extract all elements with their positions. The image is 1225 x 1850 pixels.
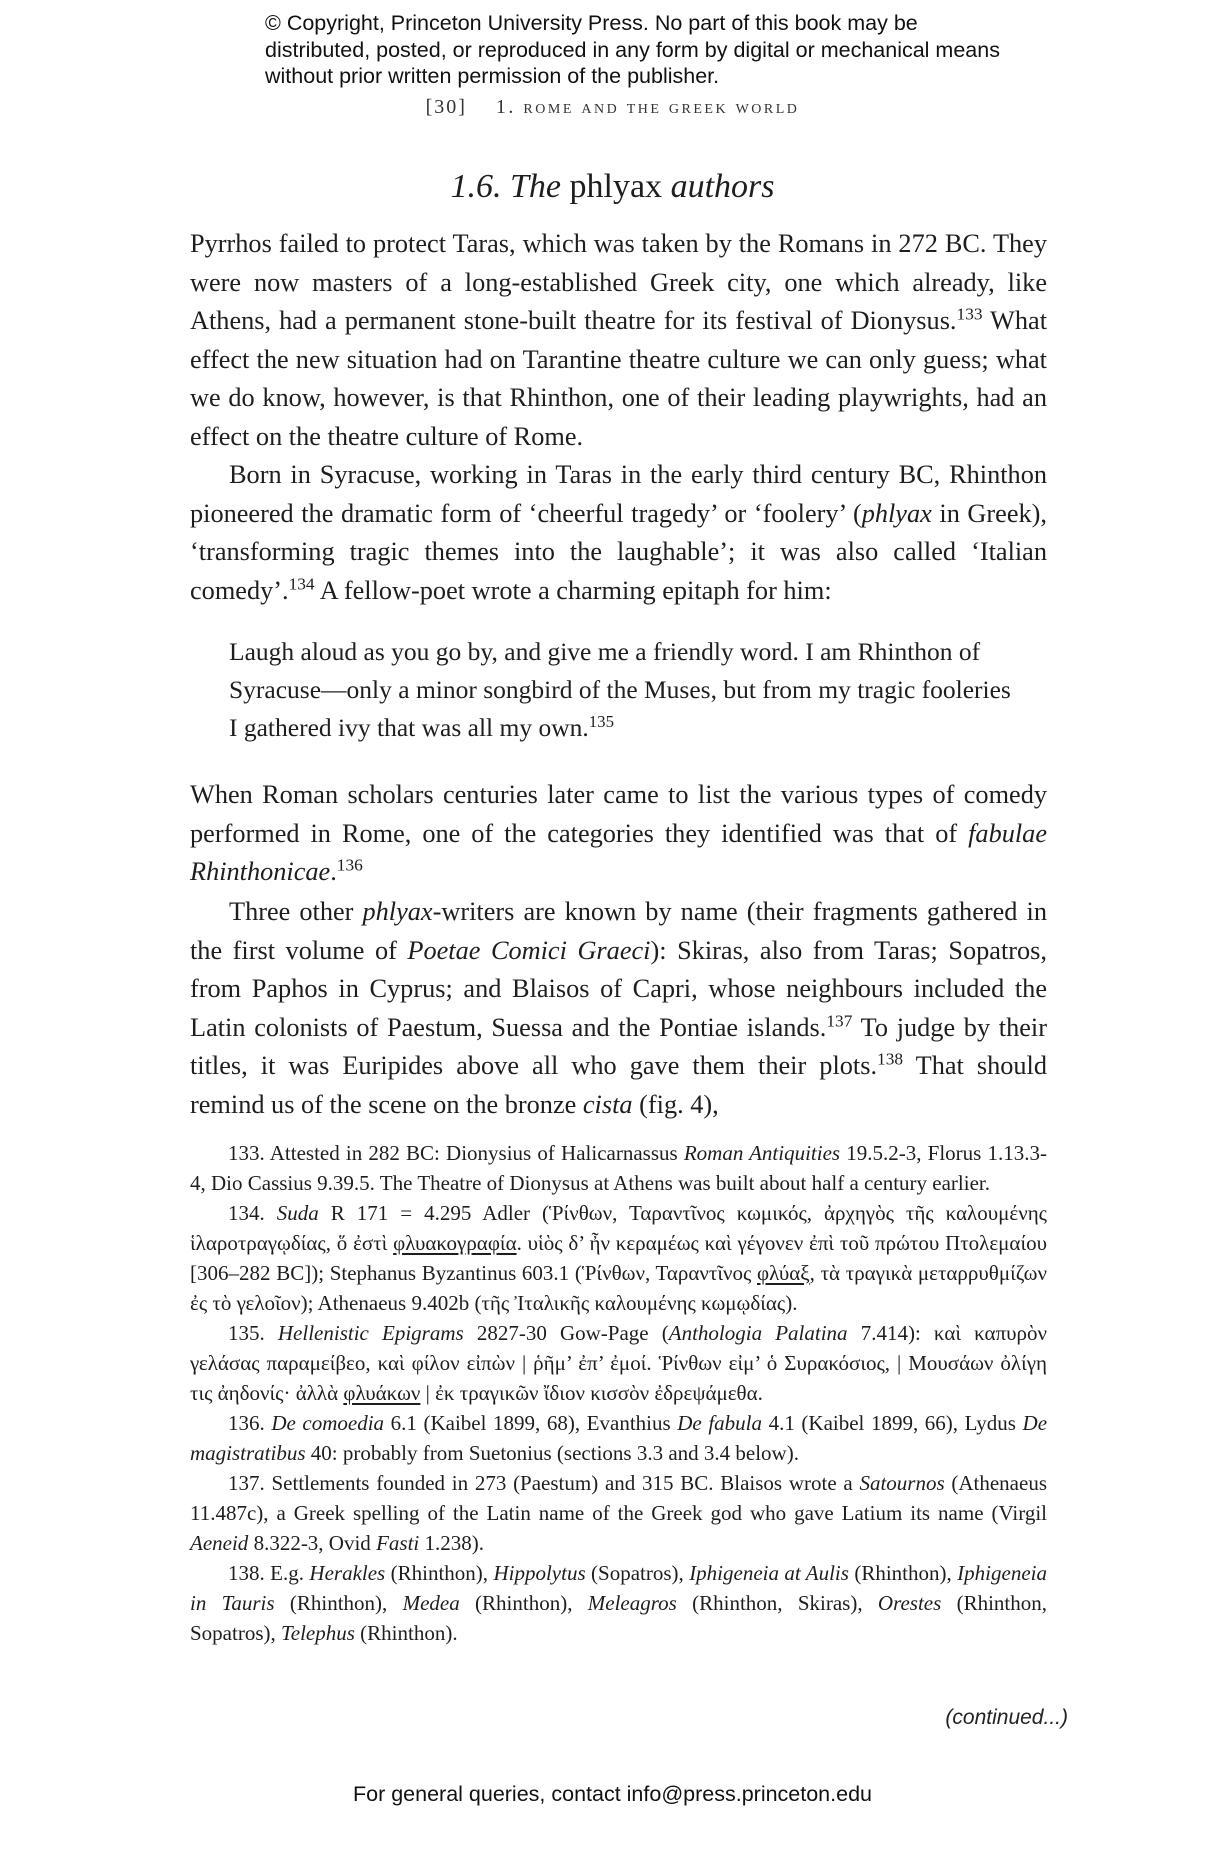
body-paragraph-2: Born in Syracuse, working in Taras in the early third century BC, Rhinthon pioneered the dramatic form of ‘cheerful tragedy’ or ‘foolery’ (phlyax in Greek), ‘transforming tragic themes into the laughable’; it was also called ‘Italian comedy’.$^{134}$ A fellow-poet wrote a charming epitaph for him: [190, 460, 1047, 605]
footnote-133: 133. Attested in 282 BC: Dionysius of Halicarnassus Roman Antiquities 19.5.2-3, Florus 1.13.3-4, Dio Cassius 9.39.5. The Theatre of Dionysus at Athens was built about half a century earlier. [190, 1141, 1048, 1195]
section-phlyax: phlyax [569, 168, 663, 205]
section-number: 1.6. [450, 168, 502, 205]
footnote-ref-137: 137 [826, 1010, 853, 1030]
footnote-ref-136: 136 [336, 855, 363, 875]
footnote-138: 138. E.g. Herakles (Rhinthon), Hippolytus (Sopatros), Iphigeneia at Aulis (Rhinthon), Iphigeneia in Tauris (Rhinthon), Medea (Rhinthon), Meleagros (Rhinthon, Skiras), Orestes (Rhinthon, Sopatros), Telephus (Rhinthon). [190, 1561, 1048, 1645]
footnote-ref-138: 138 [877, 1049, 904, 1069]
footnote-ref-135: 135 [588, 711, 614, 731]
footnote-137: 137. Settlements founded in 273 (Paestum) and 315 BC. Blaisos wrote a Satournos (Athenaeus 11.487c), a Greek spelling of the Latin name of the Greek god who gave Latium its name (Virgil Aeneid 8.322-3, Ovid Fasti 1.238). [190, 1471, 1047, 1555]
page-number: [30] [425, 96, 467, 118]
contact-footer: For general queries, contact info@press.princeton.edu [352, 1782, 872, 1806]
section-heading [0, 168, 1225, 206]
footnote-134: 134. Suda R 171 = 4.295 Adler (Ῥίνθων, Ταραντῖνος κωμικός, ἀρχηγὸς τῆς καλουμένης ἱλαροτραγῳδίας, ὅ ἐστὶ φλυακογραφία. υἱὸς δ’ ἦν κεραμέως καὶ γέγονεν ἐπὶ τοῦ πρώτου Πτολεμαίου [306–282 BC]); Stephanus Byzantinus 603.1 (Ῥίνθων, Ταραντῖνος φλύαξ, τὰ τραγικὰ μεταρρυθμίζων ἐς τὸ γελοῖον); Athenaeus 9.402b (τῆς Ἰταλικῆς καλουμένης κωμῳδίας). [190, 1201, 1047, 1315]
body-paragraph-3: When Roman scholars centuries later came to list the various types of comedy performed in Rome, one of the categories they identified was that of fabulae Rhinthonicae.$^{136}$ [190, 780, 1047, 886]
section-the: The [510, 168, 562, 205]
section-authors: authors [670, 168, 775, 205]
chapter-title: 1. rome and the greek world [495, 96, 800, 118]
body-paragraph-1: Pyrrhos failed to protect Taras, which was taken by the Romans in 272 BC. They were now masters of a long-established Greek city, one which already, like Athens, had a permanent stone-built theatre for its festival of Dionysus.$^{133}$ What effect the new situation had on Tarantine theatre culture we can only guess; what we do know, however, is that Rhinthon, one of their leading playwrights, had an effect on the theatre culture of Rome. [190, 229, 1048, 451]
footnote-ref-134: 134 [288, 573, 315, 593]
copyright-notice: © Copyright, Princeton University Press. No part of this book may be distributed, posted, or reproduced in any form by digital or mechanical means without prior written permission of the publisher. [265, 11, 1000, 88]
epitaph-quote: Laugh aloud as you go by, and give me a friendly word. I am Rhinthon of Syracuse—only a minor songbird of the Muses, but from my tragic fooleries I gathered ivy that was all my own.$^{135}$ [229, 637, 1011, 742]
running-head [0, 96, 1225, 119]
footnote-135: 135. Hellenistic Epigrams 2827-30 Gow-Page (Anthologia Palatina 7.414): καὶ καπυρὸν γελάσας παραμείβεο, καὶ φίλον εἰπὼν | ῥῆμ’ ἐπ’ ἐμοί. Ῥίνθων εἰμ’ ὁ Συρακόσιος, | Μουσάων ὀλίγη τις ἀηδονίς· ἀλλὰ φλυάκων | ἐκ τραγικῶν ἴδιον κισσὸν ἐδρεψάμεθα. [190, 1321, 1047, 1405]
footnote-ref-133: 133 [956, 304, 983, 324]
footnote-136: 136. De comoedia 6.1 (Kaibel 1899, 68), Evanthius De fabula 4.1 (Kaibel 1899, 66), Lydus De magistratibus 40: probably from Suetonius (sections 3.3 and 3.4 below). [190, 1411, 1048, 1465]
continued-note: (continued...) [945, 1706, 1068, 1729]
footnotes [190, 1138, 1047, 1648]
body-paragraph-4: Three other phlyax-writers are known by name (their fragments gathered in the first volume of Poetae Comici Graeci): Skiras, also from Taras; Sopatros, from Paphos in Cyprus; and Blaisos of Capri, whose neighbours included the Latin colonists of Paestum, Suessa and the Pontiae islands.$^{137}$ To judge by their titles, it was Euripides above all who gave them their plots.$^{138}$ That should remind us of the scene on the bronze cista (fig. 4), [190, 897, 1048, 1119]
